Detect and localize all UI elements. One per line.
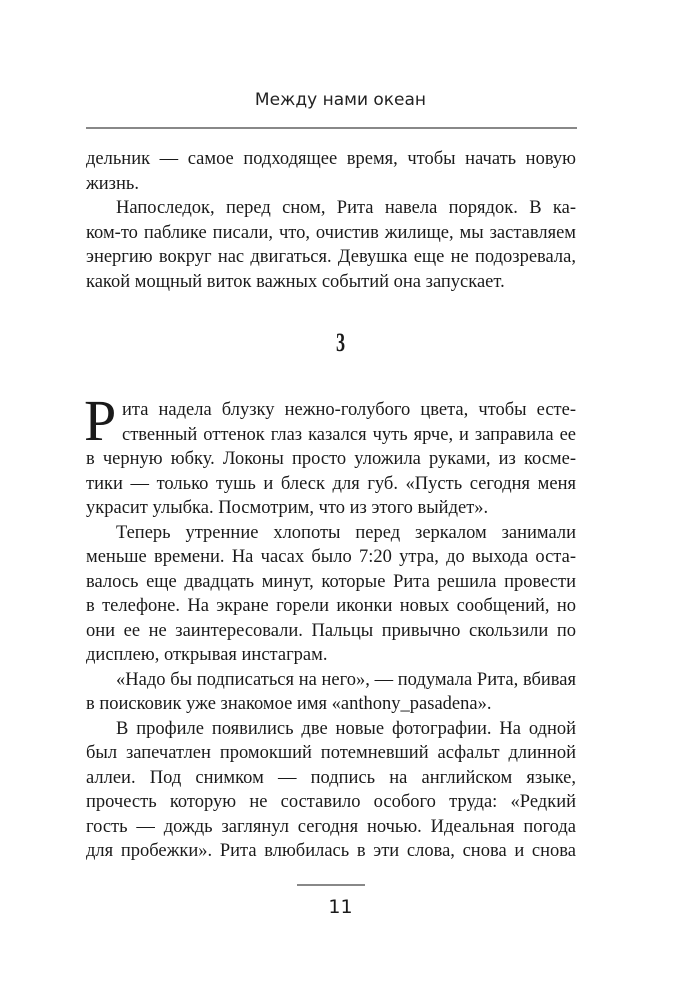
running-title: Между нами океан <box>254 90 427 110</box>
drop-cap: Р <box>84 388 117 453</box>
text-line: Напоследок, перед сном, Рита навела порядок. В ка- <box>116 198 576 218</box>
text-line: ственный оттенок глаз казался чуть ярче, и заправила ее <box>122 424 576 445</box>
chapter-number: 3 <box>335 328 346 357</box>
text-line: тики — только тушь и блеск для губ. «Пусть сегодня меня <box>86 473 576 494</box>
footer-rule <box>297 884 365 886</box>
text-line: для пробежки». Рита влюбилась в эти слова, снова и снова <box>86 841 576 861</box>
text-line: дельник — самое подходящее время, чтобы начать новую <box>86 149 576 169</box>
text-line: «Надо бы подписаться на него», — подумала Рита, вбивая <box>116 669 576 690</box>
text-line: дисплею, открывая инстаграм. <box>86 645 328 665</box>
text-line: меньше времени. На часах было 7:20 утра, до выхода оста- <box>86 547 576 567</box>
header-rule <box>86 127 577 129</box>
text-line: валось еще двадцать минут, которые Рита решила провести <box>86 571 576 592</box>
text-line: украсит улыбка. Посмотрим, что из этого выйдет». <box>86 498 489 518</box>
text-line: в поисковик уже знакомое имя «anthony_pasadena». <box>86 694 492 714</box>
text-line: какой мощный виток важных событий она запускает. <box>86 271 505 292</box>
text-line: энергию вокруг нас двигаться. Девушка еще не подозревала, <box>86 247 576 267</box>
text-line: они ее не заинтересовали. Пальцы привычно скользили по <box>86 620 576 641</box>
text-line: прочесть которую не составило особого труда: «Редкий <box>86 792 576 812</box>
text-line: ита надела блузку нежно-голубого цвета, чтобы есте- <box>122 400 576 420</box>
text-line: был запечатлен промокший потемневший асфальт длинной <box>86 743 576 763</box>
text-line: гость — дождь заглянул сегодня ночью. Идеальная погода <box>86 816 576 837</box>
text-line: ком-то паблике писали, что, очистив жилище, мы заставляем <box>86 222 576 243</box>
text-line: в телефоне. На экране горели иконки новых сообщений, но <box>86 596 576 616</box>
text-line: аллеи. Под снимком — подпись на английском языке, <box>86 767 576 788</box>
page-number: 11 <box>328 896 353 918</box>
text-line: в черную юбку. Локоны просто уложила руками, из косме- <box>86 449 576 469</box>
text-line: жизнь. <box>86 173 139 194</box>
text-line: В профиле появились две новые фотографии. На одной <box>116 718 576 739</box>
text-line: Теперь утренние хлопоты перед зеркалом занимали <box>116 522 576 543</box>
